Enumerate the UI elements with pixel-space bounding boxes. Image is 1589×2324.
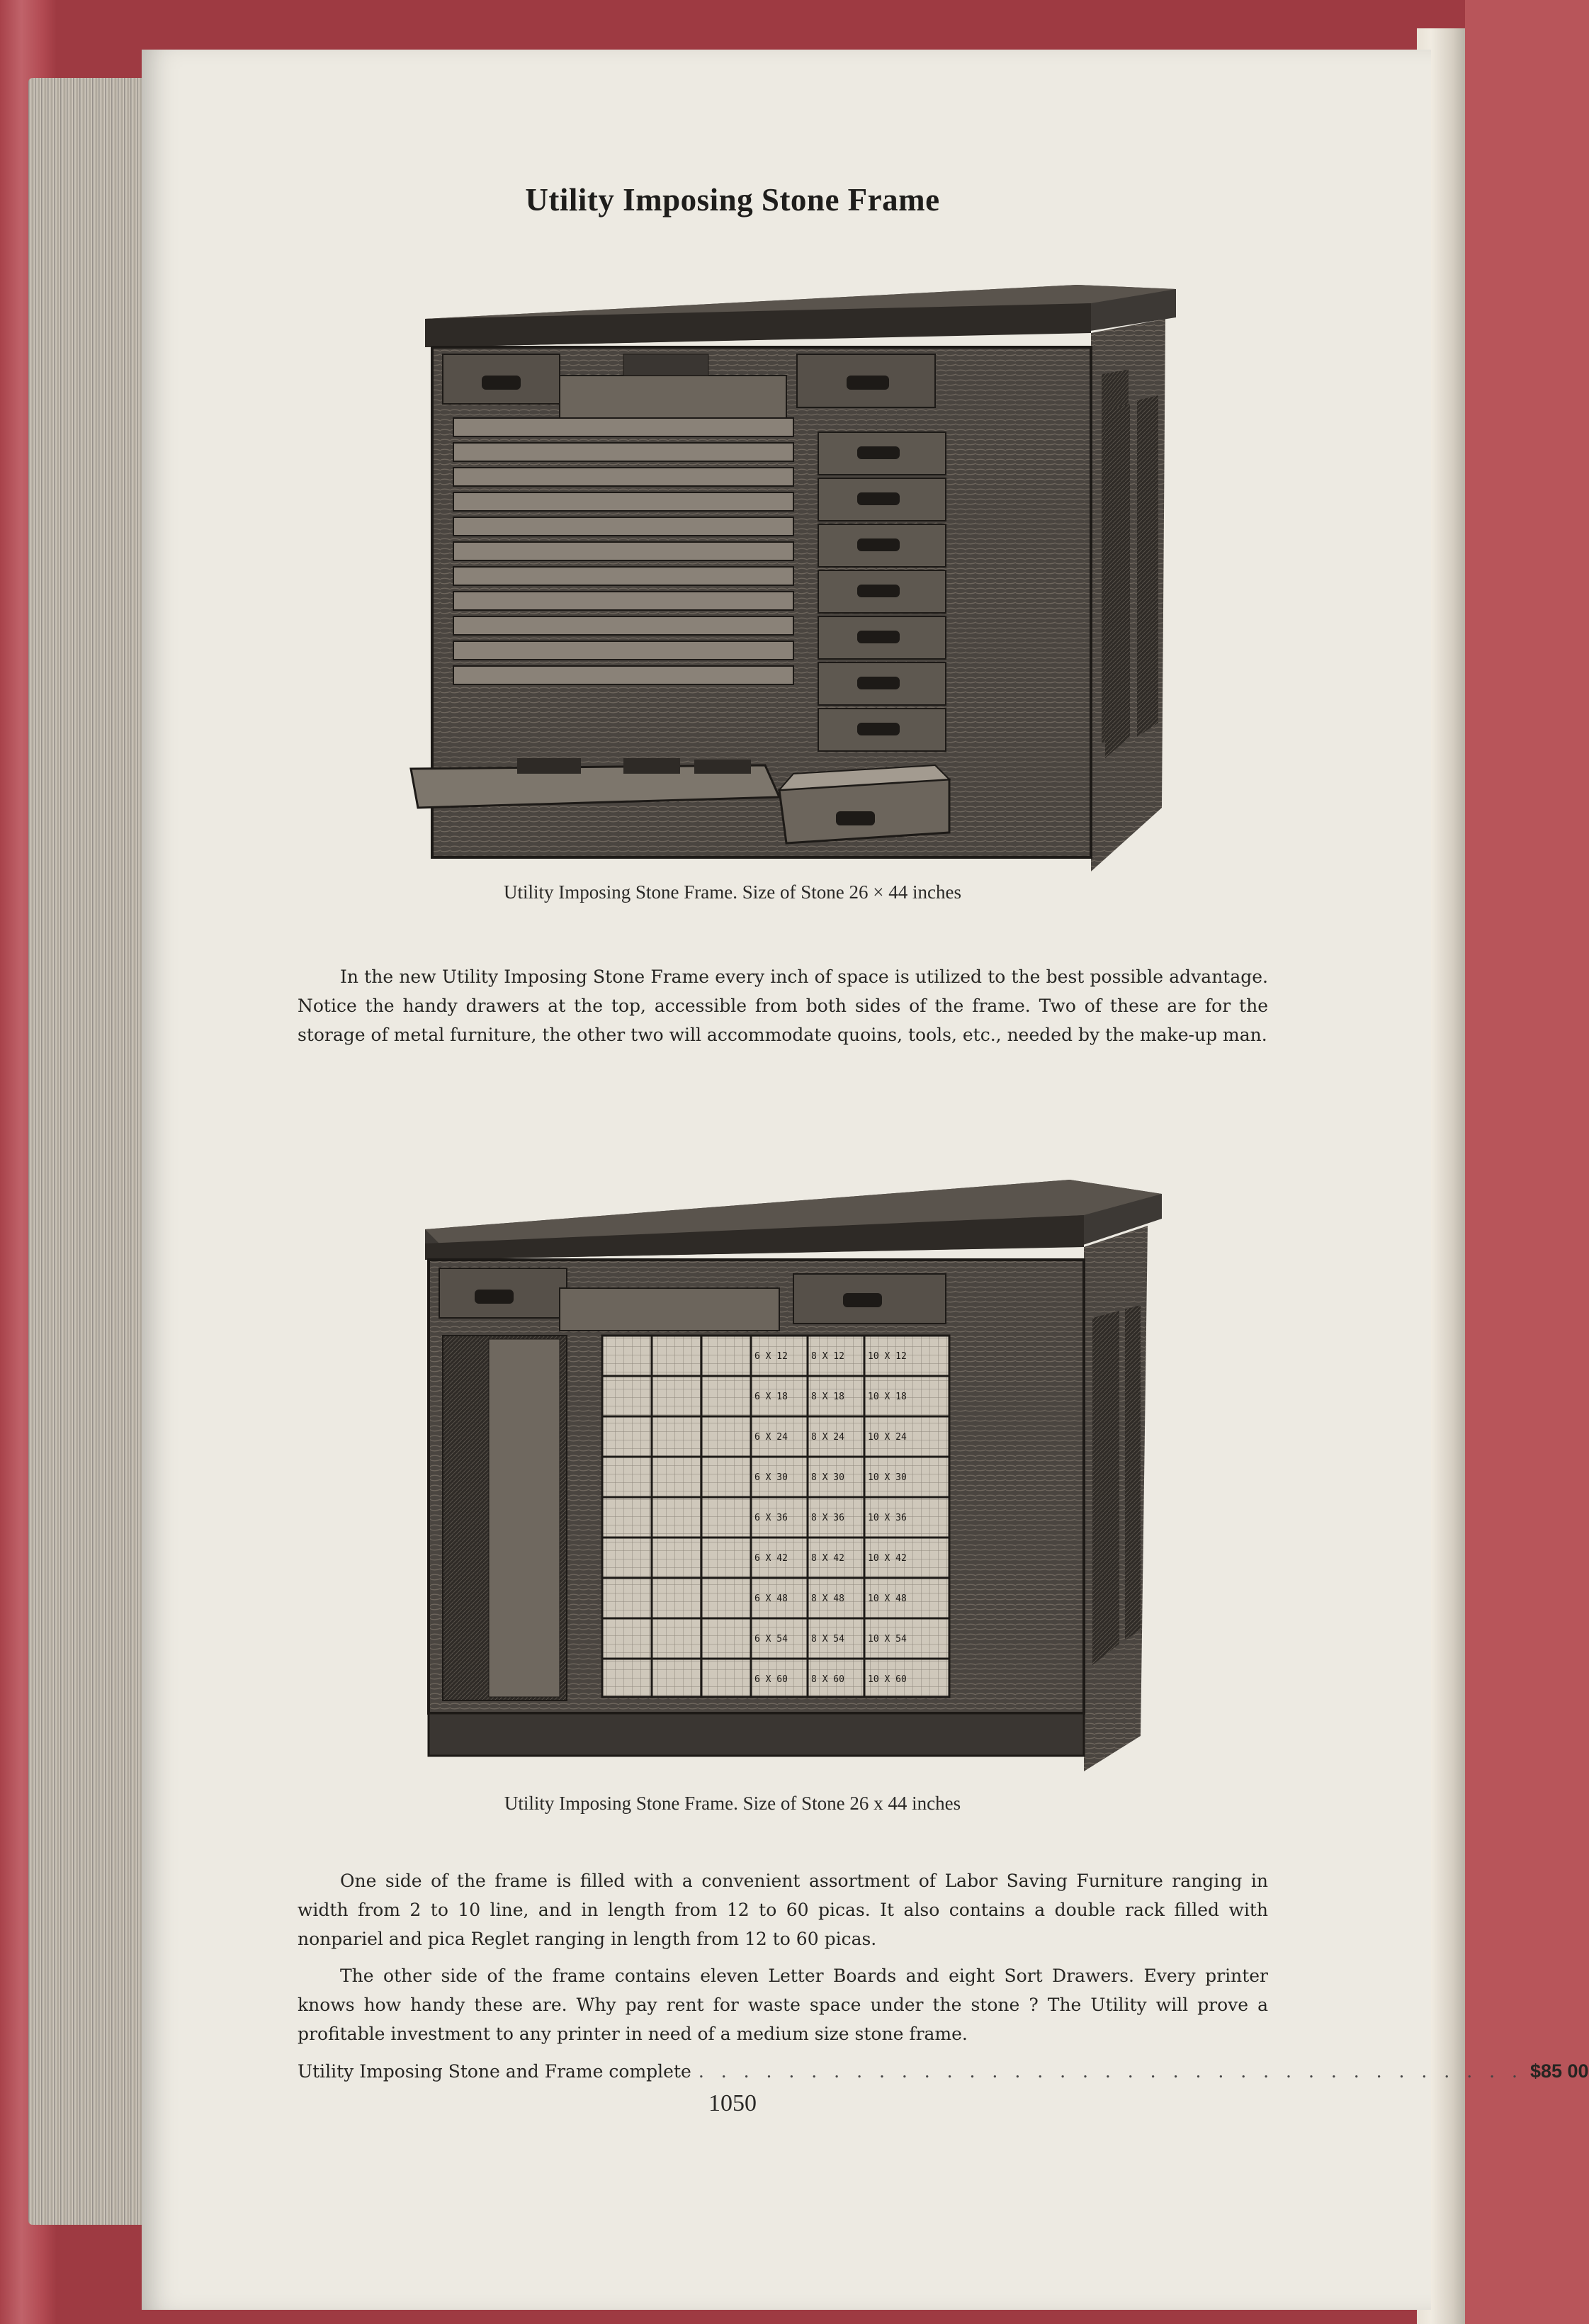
rack-label: 6 X 42 (754, 1553, 788, 1564)
rack-label: 10 X 54 (868, 1634, 907, 1645)
rack-label: 6 X 18 (754, 1392, 788, 1402)
price-item-label: Utility Imposing Stone and Frame complete (298, 2061, 691, 2082)
rack-label: 8 X 12 (811, 1351, 844, 1362)
rack-label: 8 X 30 (811, 1472, 844, 1483)
rack-label: 8 X 54 (811, 1634, 844, 1645)
price-line (298, 2060, 1589, 2082)
rack-label: 6 X 24 (754, 1432, 788, 1443)
side-one-paragraph: One side of the frame is filled with a convenient assortment of Labor Saving Furniture ranging in width from 2 to 10 line, and in length from 12 to 60 picas. It also contains a double rack filled with nonpariel and pica Reglet ranging in length from 12 to 60 picas. (298, 1871, 1268, 1949)
rack-label: 6 X 60 (754, 1674, 788, 1685)
illustration-furniture-side (411, 1176, 1190, 1778)
figure-caption-2: Utility Imposing Stone Frame. Size of Stone 26 x 44 inches (504, 1793, 961, 1814)
rack-label: 6 X 30 (754, 1472, 788, 1483)
figure-caption-1: Utility Imposing Stone Frame. Size of Stone 26 × 44 inches (504, 881, 961, 903)
rack-label: 8 X 48 (811, 1593, 844, 1604)
rack-label: 8 X 18 (811, 1392, 844, 1402)
illustration-letter-board-side (411, 269, 1190, 872)
intro-paragraph: In the new Utility Imposing Stone Frame every inch of space is utilized to the best possible advantage. Notice the handy drawers at the top, accessible from both sides of the frame. Two of these are for the storage of metal furniture, the other two will accommodate quoins, tools, etc., needed by the make-up man. (298, 966, 1268, 1045)
rack-label: 6 X 54 (754, 1634, 788, 1645)
side-two-paragraph: The other side of the frame contains eleven Letter Boards and eight Sort Drawers. Every printer knows how handy these are. Why pay rent for waste space under the stone ? The Utility will prove a profitable investment to any printer in need of a medium size stone frame. (298, 1965, 1268, 2044)
rack-label: 10 X 42 (868, 1553, 907, 1564)
rack-label: 10 X 12 (868, 1351, 907, 1362)
rack-label: 10 X 48 (868, 1593, 907, 1604)
rack-label: 10 X 60 (868, 1674, 907, 1685)
rack-label: 8 X 60 (811, 1674, 844, 1685)
rack-label: 10 X 30 (868, 1472, 907, 1483)
page-title: Utility Imposing Stone Frame (525, 182, 940, 218)
page-number: 1050 (708, 2090, 757, 2116)
price-leader-dots: . . . . . . . . . . . . . . . . . . . . . . . . . . . . . . . . . . . . . (698, 2061, 1523, 2082)
price-value: $85 00 (1529, 2060, 1589, 2082)
rack-label: 6 X 36 (754, 1513, 788, 1523)
rack-label: 6 X 12 (754, 1351, 788, 1362)
page-edges (28, 78, 149, 2225)
rack-label: 10 X 36 (868, 1513, 907, 1523)
rack-label: 10 X 18 (868, 1392, 907, 1402)
rack-label: 8 X 24 (811, 1432, 844, 1443)
rack-label: 8 X 42 (811, 1553, 844, 1564)
rack-label: 8 X 36 (811, 1513, 844, 1523)
rack-label: 6 X 48 (754, 1593, 788, 1604)
rack-label: 10 X 24 (868, 1432, 907, 1443)
